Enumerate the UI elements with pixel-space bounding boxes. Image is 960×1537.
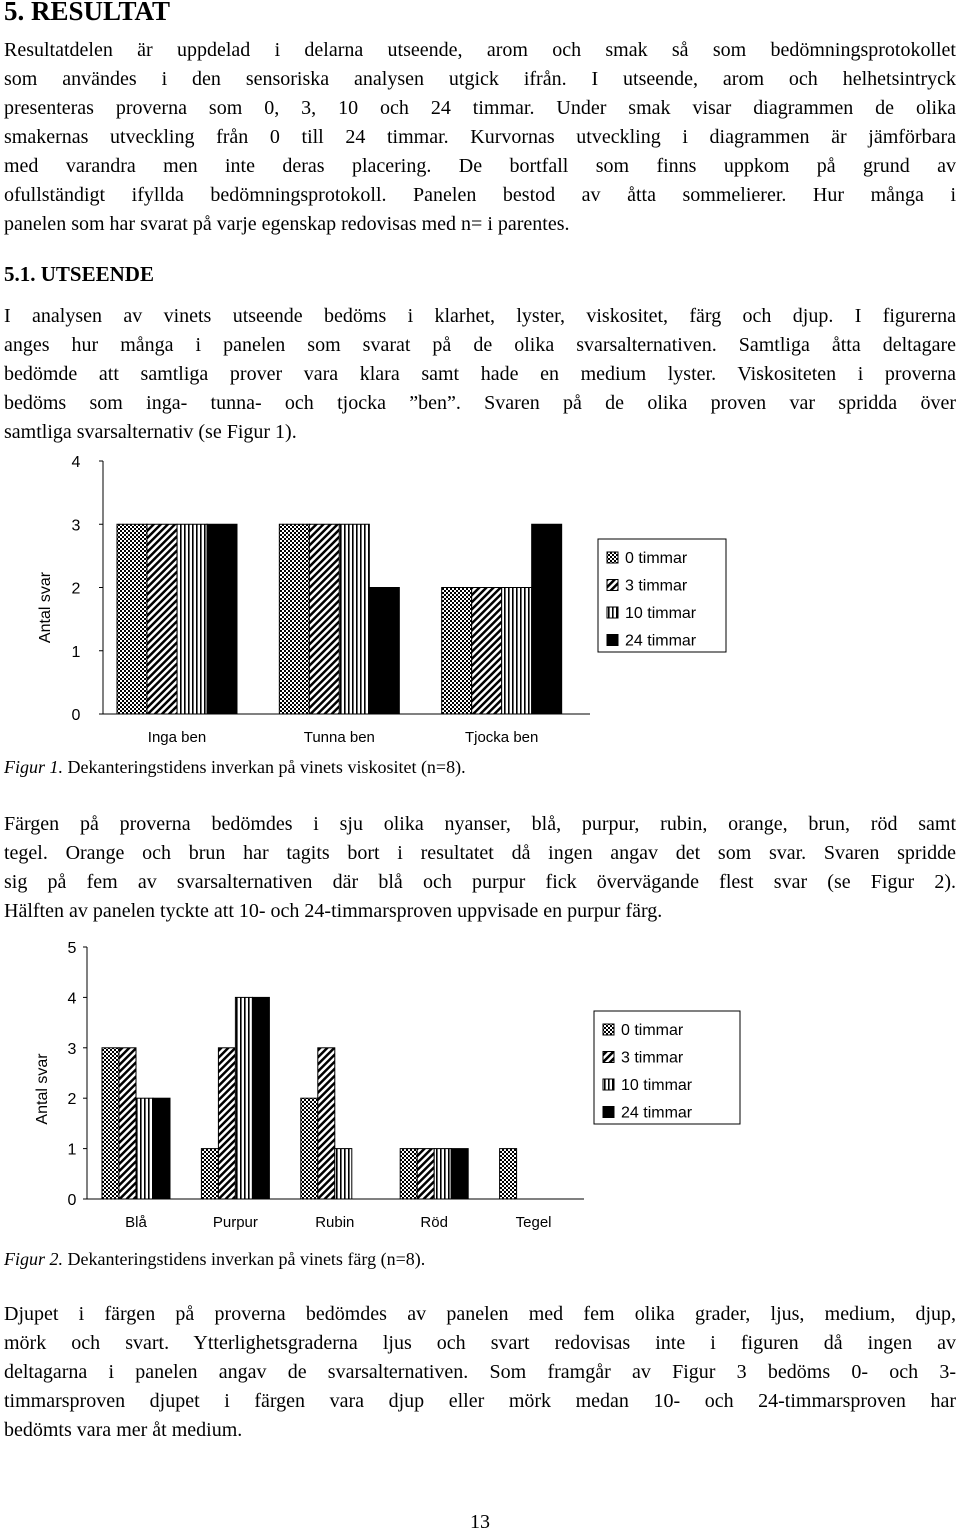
bar bbox=[301, 1098, 318, 1199]
bar bbox=[117, 524, 147, 714]
text-line: tegel. Orange och brun har tagits bort i resultatet då ingen angav det som svar. Svaren spridde bbox=[4, 842, 956, 864]
y-axis-label: Antal svar bbox=[34, 1053, 51, 1125]
bar bbox=[318, 1048, 335, 1199]
legend-entry: 0 timmar bbox=[625, 550, 688, 567]
depth-paragraph bbox=[4, 1300, 956, 1445]
text-line: Färgen på proverna bedömdes i sju olika nyanser, blå, purpur, rubin, orange, brun, röd samt bbox=[4, 813, 956, 835]
bar bbox=[309, 524, 339, 714]
bar bbox=[400, 1149, 417, 1199]
x-category-label: Tegel bbox=[515, 1214, 552, 1231]
caption-text: Dekanteringstidens inverkan på vinets viskositet (n=8). bbox=[63, 757, 466, 777]
bar bbox=[472, 588, 502, 715]
figure-2-chart bbox=[0, 935, 960, 1245]
text-line: deltagarna i panelen angav de svarsalternativen. Som framgår av Figur 3 bedöms 0- och 3- bbox=[4, 1361, 956, 1383]
bar bbox=[335, 1149, 352, 1199]
bar bbox=[252, 997, 269, 1199]
legend-entry: 3 timmar bbox=[625, 577, 688, 595]
y-tick-label: 3 bbox=[67, 1040, 77, 1058]
text-line: anges hur många i panelen som svarat på de olika svarsalternativen. Samtliga åtta deltagare bbox=[4, 334, 956, 356]
text-line: sig på fem av svarsalternativen där blå och purpur fick övervägande flest svar (se Figur 2). bbox=[4, 871, 956, 893]
text-line: bedöms som inga- tunna- och tjocka ”ben”. Svaren på de olika proven var spridda över bbox=[4, 392, 956, 414]
legend-swatch bbox=[607, 635, 618, 646]
x-category-label: Inga ben bbox=[147, 729, 207, 746]
bar bbox=[500, 1149, 517, 1199]
y-tick-label: 2 bbox=[67, 1091, 77, 1109]
bar bbox=[339, 524, 369, 714]
caption-text: Dekanteringstidens inverkan på vinets färg (n=8). bbox=[63, 1249, 426, 1269]
legend-swatch bbox=[603, 1079, 614, 1090]
y-tick-label: 5 bbox=[67, 940, 77, 957]
figure-1-caption bbox=[4, 757, 466, 778]
figure-1-chart bbox=[0, 450, 960, 760]
legend-entry: 10 timmar bbox=[625, 605, 697, 622]
y-tick-label: 2 bbox=[71, 580, 81, 598]
bar bbox=[235, 997, 252, 1199]
x-category-label: Blå bbox=[125, 1214, 147, 1231]
text-line: ofullständigt ifyllda bedömningsprotokoll. Panelen bestod av åtta sommelierer. Hur många i bbox=[4, 184, 956, 206]
bar bbox=[502, 588, 532, 715]
text-line: Resultatdelen är uppdelad i delarna utseende, arom och smak så som bedömningsprotokollet bbox=[4, 39, 956, 61]
legend-entry: 24 timmar bbox=[621, 1104, 693, 1122]
figure-label: Figur 2. bbox=[4, 1249, 64, 1269]
text-line: panelen som har svarat på varje egenskap redovisas med n= i parentes. bbox=[4, 213, 570, 235]
figure-label: Figur 1. bbox=[4, 757, 64, 777]
y-tick-label: 0 bbox=[71, 707, 81, 724]
y-tick-label: 4 bbox=[67, 990, 77, 1008]
text-line: Hälften av panelen tyckte att 10- och 24-timmarsproven uppvisade en purpur färg. bbox=[4, 900, 663, 922]
bar bbox=[102, 1048, 119, 1199]
legend-swatch bbox=[603, 1024, 614, 1035]
y-tick-label: 1 bbox=[67, 1141, 77, 1159]
bar bbox=[417, 1149, 434, 1199]
x-category-label: Tunna ben bbox=[303, 729, 375, 746]
legend-swatch bbox=[607, 552, 618, 563]
text-line: bedömts vara mer åt medium. bbox=[4, 1419, 243, 1441]
bar bbox=[451, 1149, 468, 1199]
x-category-label: Tjocka ben bbox=[464, 729, 539, 746]
bar bbox=[177, 524, 207, 714]
text-line: samtliga svarsalternativ (se Figur 1). bbox=[4, 421, 297, 443]
legend-entry: 24 timmar bbox=[625, 632, 697, 650]
bar bbox=[434, 1149, 451, 1199]
bar bbox=[147, 524, 177, 714]
page-heading: 5. RESULTAT bbox=[4, 0, 171, 26]
bar bbox=[279, 524, 309, 714]
legend-entry: 0 timmar bbox=[621, 1022, 684, 1039]
bar bbox=[532, 524, 562, 714]
y-tick-label: 3 bbox=[71, 517, 81, 535]
y-tick-label: 4 bbox=[71, 454, 81, 471]
x-category-label: Rubin bbox=[315, 1214, 355, 1231]
bar bbox=[136, 1098, 153, 1199]
bar bbox=[153, 1098, 170, 1199]
appearance-paragraph bbox=[4, 302, 956, 447]
section-heading: 5.1. UTSEENDE bbox=[4, 262, 154, 286]
legend-swatch bbox=[603, 1052, 614, 1063]
y-axis-label: Antal svar bbox=[37, 571, 54, 644]
bar bbox=[369, 588, 399, 715]
x-category-label: Purpur bbox=[212, 1214, 258, 1231]
legend-swatch bbox=[603, 1107, 614, 1118]
legend-swatch bbox=[607, 580, 618, 591]
text-line: mörk och svart. Ytterlighetsgraderna ljus och svart redovisas inte i figuren då ingen av bbox=[4, 1332, 956, 1354]
legend-entry: 10 timmar bbox=[621, 1077, 693, 1094]
y-tick-label: 0 bbox=[67, 1192, 77, 1209]
figure-2-caption bbox=[4, 1249, 425, 1270]
intro-paragraph bbox=[4, 36, 956, 239]
text-line: I analysen av vinets utseende bedöms i klarhet, lyster, viskositet, färg och djup. I figurerna bbox=[4, 305, 956, 327]
y-tick-label: 1 bbox=[71, 643, 81, 661]
bar bbox=[218, 1048, 235, 1199]
text-line: som användes i den sensoriska analysen utgick ifrån. I utseende, arom och helhetsintryck bbox=[4, 68, 956, 90]
legend-entry: 3 timmar bbox=[621, 1049, 684, 1067]
page-number: 13 bbox=[470, 1511, 490, 1533]
legend-swatch bbox=[607, 607, 618, 618]
bar bbox=[442, 588, 472, 715]
text-line: Djupet i färgen på proverna bedömdes av panelen med fem olika grader, ljus, medium, djup, bbox=[4, 1303, 956, 1325]
text-line: med varandra men inte deras placering. De bortfall som finns uppkom på grund av bbox=[4, 155, 956, 177]
text-line: timmarsproven djupet i färgen vara djup eller mörk medan 10- och 24-timmarsproven har bbox=[4, 1390, 956, 1412]
text-line: bedömde att samtliga prover vara klara samt hade en medium lyster. Viskositeten i proverna bbox=[4, 363, 956, 385]
bar bbox=[119, 1048, 136, 1199]
text-line: smakernas utveckling från 0 till 24 timmar. Kurvornas utveckling i diagrammen är jämförbara bbox=[4, 126, 956, 148]
bar bbox=[207, 524, 237, 714]
color-paragraph bbox=[4, 810, 956, 926]
x-category-label: Röd bbox=[420, 1214, 448, 1231]
bar bbox=[201, 1149, 218, 1199]
text-line: presenteras proverna som 0, 3, 10 och 24 timmar. Under smak visar diagrammen de olika bbox=[4, 97, 956, 119]
